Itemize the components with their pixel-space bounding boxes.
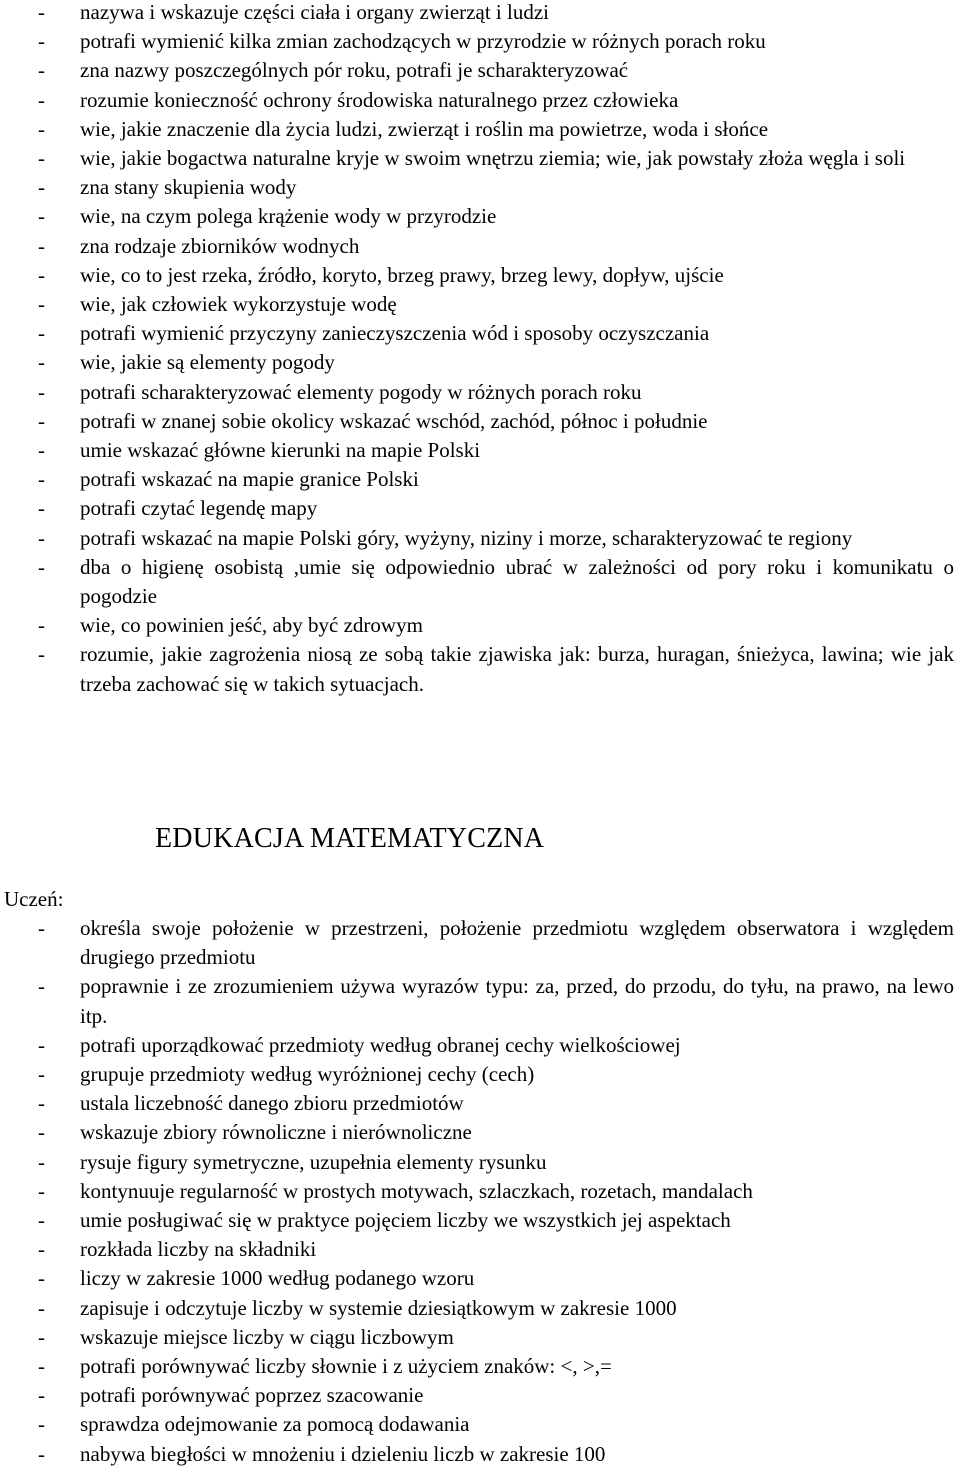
list-item (0, 144, 960, 173)
bullet-dash: - (38, 467, 45, 492)
list-item-text: wie, jakie znaczenie dla życia ludzi, zwierząt i roślin ma powietrze, woda i słońce (80, 116, 769, 141)
list-item (0, 972, 960, 1030)
list-item-text: rozumie, jakie zagrożenia niosą ze sobą takie zjawiska jak: burza, huragan, śnieżyca, lawina; wie jak trzeba zachować się w takich sytuacjach. (80, 642, 954, 696)
bullet-dash: - (38, 1383, 45, 1408)
list-item (0, 1352, 960, 1381)
list-item-text: wie, co powinien jeść, aby być zdrowym (80, 613, 423, 638)
list-item (0, 1323, 960, 1352)
list-item-text: wie, jak człowiek wykorzystuje wodę (80, 292, 397, 317)
list-item (0, 1148, 960, 1177)
list-item-text: wie, jakie bogactwa naturalne kryje w swoim wnętrzu ziemia; wie, jak powstały złoża węgla i soli (80, 146, 906, 171)
bullet-dash: - (38, 1441, 45, 1466)
bullet-dash: - (38, 496, 45, 521)
bullet-dash: - (38, 1062, 45, 1087)
list-item-text: potrafi wymienić kilka zmian zachodzących w przyrodzie w różnych porach roku (80, 29, 766, 54)
bullet-dash: - (38, 408, 45, 433)
list-item-text: wie, co to jest rzeka, źródło, koryto, brzeg prawy, brzeg lewy, dopływ, ujście (80, 262, 724, 287)
list-item-text: zna nazwy poszczególnych pór roku, potrafi je scharakteryzować (80, 58, 629, 83)
list-item (0, 1235, 960, 1264)
bullet-dash: - (38, 1091, 45, 1116)
list-item (0, 202, 960, 231)
list-item (0, 436, 960, 465)
list-item-text: potrafi wskazać na mapie Polski góry, wyżyny, niziny i morze, scharakteryzować te regiony (80, 525, 853, 550)
list-item (0, 56, 960, 85)
bullet-dash: - (38, 613, 45, 638)
list-item (0, 1440, 960, 1469)
list-item (0, 86, 960, 115)
bullet-dash: - (38, 974, 45, 999)
bullet-dash: - (38, 29, 45, 54)
list-item (0, 524, 960, 553)
list-item-text: zna stany skupienia wody (80, 175, 297, 200)
list-item-text: potrafi wymienić przyczyny zanieczyszczenia wód i sposoby oczyszczania (80, 321, 710, 346)
list-item-text: wskazuje zbiory równoliczne i nierównoliczne (80, 1120, 472, 1145)
list-item (0, 290, 960, 319)
list-item-text: potrafi uporządkować przedmioty według obranej cechy wielkościowej (80, 1032, 681, 1057)
list-item-text: grupuje przedmioty według wyróżnionej cechy (cech) (80, 1062, 535, 1087)
bullet-dash: - (38, 1032, 45, 1057)
list-item (0, 27, 960, 56)
list-item-text: zna rodzaje zbiorników wodnych (80, 233, 360, 258)
list-item-text: rozkłada liczby na składniki (80, 1237, 317, 1262)
list-item-text: wie, na czym polega krążenie wody w przyrodzie (80, 204, 497, 229)
list-item-text: ustala liczebność danego zbioru przedmiotów (80, 1091, 464, 1116)
bullet-dash: - (38, 1237, 45, 1262)
bullet-dash: - (38, 438, 45, 463)
bullet-dash: - (38, 1412, 45, 1437)
list-item-text: poprawnie i ze zrozumieniem używa wyrazów typu: za, przed, do przodu, do tyłu, na prawo, na lewo itp. (80, 974, 954, 1028)
list-item (0, 553, 960, 611)
list-item (0, 115, 960, 144)
list-item (0, 494, 960, 523)
student-intro-label: Uczeń: (4, 887, 64, 911)
list-item (0, 611, 960, 640)
list-item-text: potrafi porównywać liczby słownie i z użyciem znaków: <, >,= (80, 1354, 612, 1379)
bullet-dash: - (38, 262, 45, 287)
list-item (0, 173, 960, 202)
list-item (0, 319, 960, 348)
bullet-dash: - (38, 116, 45, 141)
list-item (0, 1089, 960, 1118)
list-item (0, 232, 960, 261)
list-item (0, 1294, 960, 1323)
list-item-text: potrafi scharakteryzować elementy pogody w różnych porach roku (80, 379, 642, 404)
bullet-dash: - (38, 1208, 45, 1233)
list-item-text: dba o higienę osobistą ,umie się odpowiednio ubrać w zależności od pory roku i komunikatu o pogodzie (80, 554, 954, 609)
bullet-dash: - (38, 1295, 45, 1320)
bullet-dash: - (38, 292, 45, 317)
list-item (0, 1206, 960, 1235)
bullet-dash: - (38, 146, 45, 171)
nature-skills-list (0, 0, 960, 699)
list-item-text: sprawdza odejmowanie za pomocą dodawania (80, 1412, 470, 1437)
list-item-text: potrafi wskazać na mapie granice Polski (80, 467, 419, 492)
list-item (0, 1118, 960, 1147)
list-item-text: wskazuje miejsce liczby w ciągu liczbowym (80, 1324, 454, 1349)
bullet-dash: - (38, 233, 45, 258)
list-item (0, 261, 960, 290)
list-item (0, 1264, 960, 1293)
list-item (0, 1031, 960, 1060)
math-skills-list (0, 914, 960, 1469)
bullet-dash: - (38, 1324, 45, 1349)
list-item-text: rozumie konieczność ochrony środowiska naturalnego przez człowieka (80, 87, 679, 112)
bullet-dash: - (38, 379, 45, 404)
bullet-dash: - (38, 1354, 45, 1379)
list-item-text: zapisuje i odczytuje liczby w systemie dziesiątkowym w zakresie 1000 (80, 1295, 677, 1320)
bullet-dash: - (38, 1266, 45, 1291)
section-heading: EDUKACJA MATEMATYCZNA (155, 823, 545, 854)
bullet-dash: - (38, 1178, 45, 1203)
bullet-dash: - (38, 175, 45, 200)
list-item (0, 0, 960, 27)
list-item (0, 1410, 960, 1439)
list-item (0, 1381, 960, 1410)
list-item-text: potrafi w znanej sobie okolicy wskazać wschód, zachód, północ i południe (80, 408, 708, 433)
list-item (0, 1177, 960, 1206)
list-item (0, 1060, 960, 1089)
bullet-dash: - (38, 1149, 45, 1174)
list-item (0, 465, 960, 494)
list-item-text: liczy w zakresie 1000 według podanego wzoru (80, 1266, 475, 1291)
bullet-dash: - (38, 350, 45, 375)
list-item (0, 378, 960, 407)
bullet-dash: - (38, 321, 45, 346)
list-item (0, 640, 960, 698)
list-item (0, 348, 960, 377)
list-item-text: umie wskazać główne kierunki na mapie Polski (80, 438, 481, 463)
list-item-text: potrafi porównywać poprzez szacowanie (80, 1383, 424, 1408)
bullet-dash: - (38, 642, 45, 667)
list-item-text: wie, jakie są elementy pogody (80, 350, 335, 375)
bullet-dash: - (38, 916, 45, 940)
list-item-text: kontynuuje regularność w prostych motywach, szlaczkach, rozetach, mandalach (80, 1178, 753, 1203)
bullet-dash: - (38, 87, 45, 112)
list-item-text: nazywa i wskazuje części ciała i organy zwierząt i ludzi (80, 0, 549, 24)
list-item (0, 914, 960, 972)
bullet-dash: - (38, 525, 45, 550)
list-item (0, 407, 960, 436)
bullet-dash: - (38, 204, 45, 229)
bullet-dash: - (38, 58, 45, 83)
bullet-dash: - (38, 554, 45, 579)
list-item-text: określa swoje położenie w przestrzeni, położenie przedmiotu względem obserwatora i względem drugiego przedmiotu (80, 916, 954, 970)
list-item-text: nabywa biegłości w mnożeniu i dzieleniu liczb w zakresie 100 (80, 1441, 606, 1466)
list-item-text: rysuje figury symetryczne, uzupełnia elementy rysunku (80, 1149, 547, 1174)
bullet-dash: - (38, 0, 45, 24)
bullet-dash: - (38, 1120, 45, 1145)
list-item-text: potrafi czytać legendę mapy (80, 496, 318, 521)
list-item-text: umie posługiwać się w praktyce pojęciem liczby we wszystkich jej aspektach (80, 1208, 731, 1233)
